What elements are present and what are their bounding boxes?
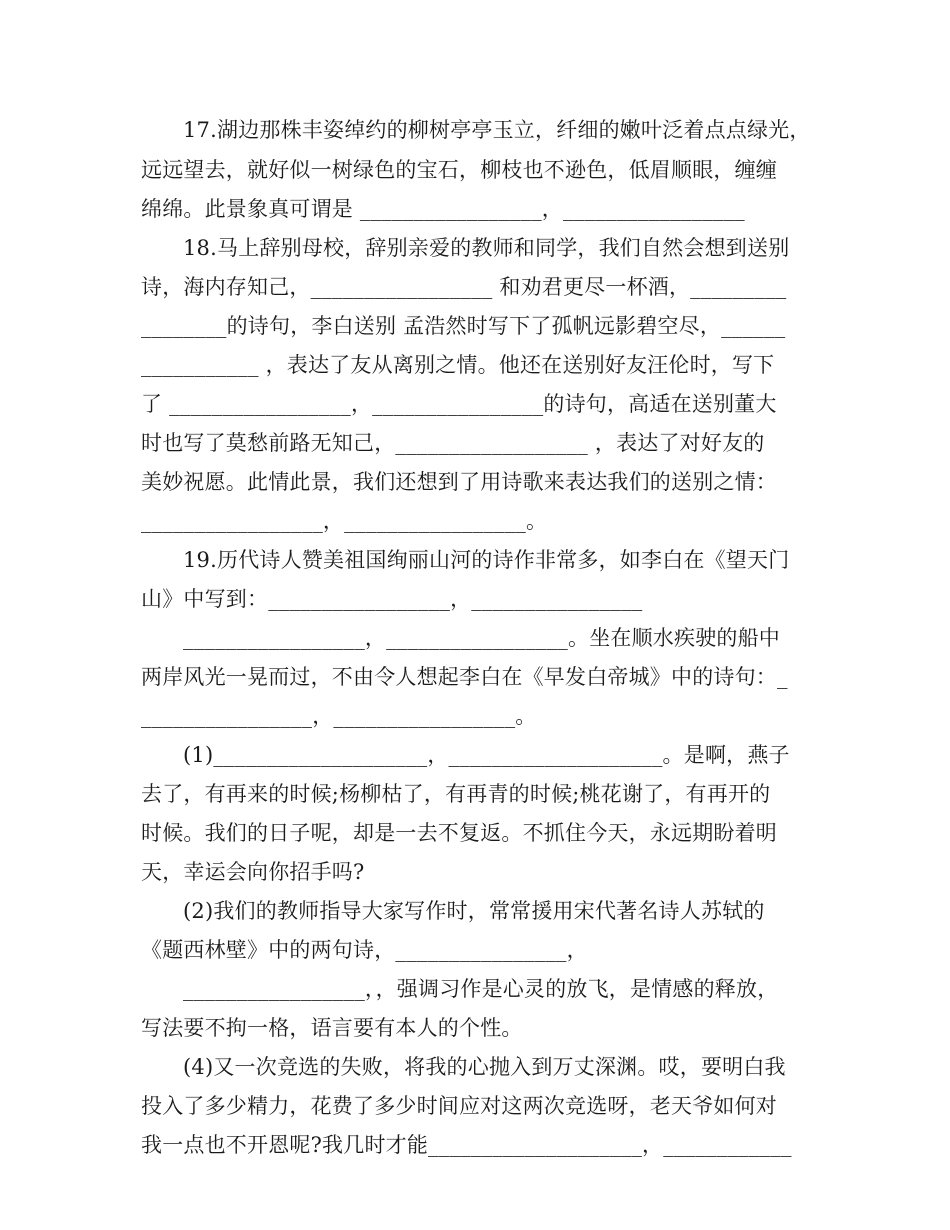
text-line: 投入了多少精力，花费了多少时间应对这两次竞选呀，老天爷如何对 — [141, 1094, 777, 1118]
text-line: 《题西林壁》中的两句诗，________________， — [141, 938, 588, 962]
text-line: 远远望去，就好似一树绿色的宝石，柳枝也不逊色，低眉顺眼，缠缠 — [141, 158, 777, 182]
text-line: 绵绵。此景象真可谓是 _________________，_________________ — [141, 197, 745, 221]
text-line: 美妙祝愿。此情此景，我们还想到了用诗歌来表达我们的送别之情： — [141, 470, 777, 494]
text-line: _________________，_________________。 — [141, 509, 548, 533]
text-line: (4)又一次竞选的失败，将我的心抛入到万丈深渊。哎，要明白我 — [183, 1055, 786, 1079]
text-line: 19.历代诗人赞美祖国绚丽山河的诗作非常多，如李白在《望天门 — [183, 548, 790, 572]
text-line: 18.马上辞别母校，辞别亲爱的教师和同学，我们自然会想到送别 — [183, 236, 790, 260]
text-line: 了 _________________，________________的诗句，高适在送别董大 — [141, 392, 777, 416]
text-line: 天，幸运会向你招手吗? — [141, 860, 365, 884]
text-line: (2)我们的教师指导大家写作时，常常援用宋代著名诗人苏轼的 — [183, 899, 765, 923]
text-line: 两岸风光一晃而过，不由令人想起李白在《早发白帝城》中的诗句：_ — [141, 665, 788, 689]
text-line: _________________，，强调习作是心灵的放飞，是情感的释放， — [183, 977, 779, 1001]
text-line: 写法要不拘一格，语言要有本人的个性。 — [141, 1016, 523, 1040]
text-line: _________________，_________________。坐在顺水疾驶的船中 — [183, 626, 780, 650]
text-line: 17.湖边那株丰姿绰约的柳树亭亭玉立，纤细的嫩叶泛着点点绿光， — [183, 118, 811, 142]
text-line: 诗，海内存知己，_________________ 和劝君更尽一杯酒，_________ — [141, 275, 787, 299]
text-line: (1)____________________，____________________。是啊，燕子 — [183, 743, 790, 767]
text-line: 我一点也不开恩呢?我几时才能____________________，____________ — [141, 1133, 792, 1157]
text-line: 山》中写到：_________________，________________ — [141, 587, 643, 611]
text-line: 去了，有再来的时候;杨柳枯了，有再青的时候;桃花谢了，有再开的 — [141, 782, 771, 806]
text-line: ________的诗句，李白送别 孟浩然时写下了孤帆远影碧空尽，______ — [141, 314, 786, 338]
text-line: 时也写了莫愁前路无知己，__________________ ，表达了对好友的 — [141, 431, 765, 455]
text-line: ___________ ，表达了友从离别之情。他还在送别好友汪伦时，写下 — [141, 353, 775, 377]
text-line: ________________，_________________。 — [141, 704, 537, 728]
text-line: 时候。我们的日子呢，却是一去不复返。不抓住今天，永远期盼着明 — [141, 821, 777, 845]
